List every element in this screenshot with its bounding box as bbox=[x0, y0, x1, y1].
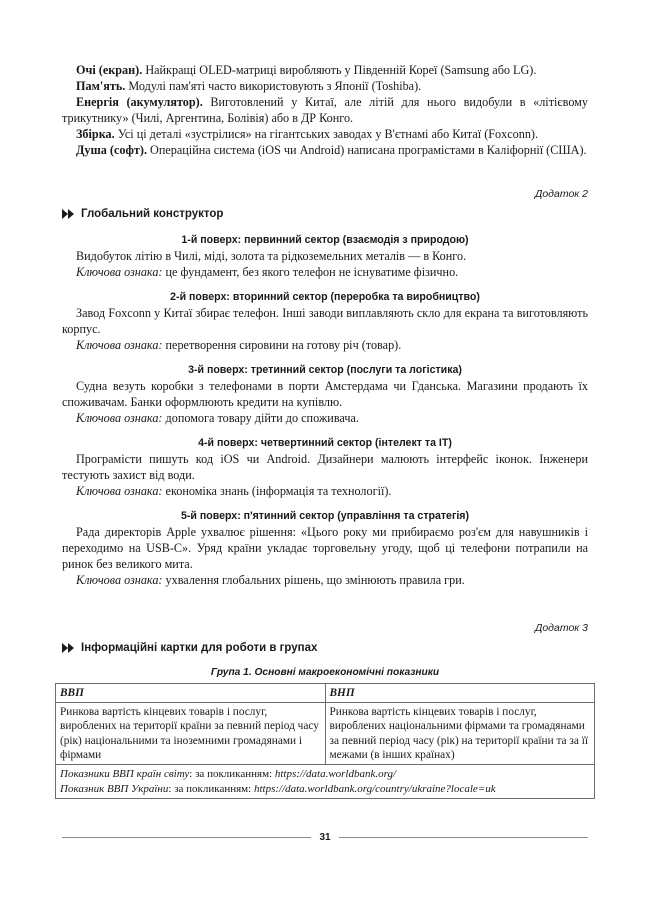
key-label: Ключова ознака: bbox=[76, 484, 163, 498]
footer-rule-right bbox=[339, 837, 588, 838]
source-label: Показник ВВП України bbox=[60, 782, 169, 795]
component-text: Модулі пам'яті часто використовують з Японії (Toshiba). bbox=[125, 79, 422, 93]
double-arrow-icon bbox=[62, 643, 76, 653]
component-label: Пам'ять. bbox=[76, 79, 126, 93]
component-assembly bbox=[62, 126, 588, 142]
source-ukraine bbox=[60, 782, 590, 797]
key-text: перетворення сировини на готову річ (товар). bbox=[162, 338, 402, 352]
section-title: Інформаційні картки для роботи в групах bbox=[81, 642, 318, 654]
component-software bbox=[62, 142, 588, 158]
floor-block-3 bbox=[62, 364, 588, 426]
table-row bbox=[56, 703, 595, 765]
source-link[interactable]: https://data.worldbank.org/ bbox=[274, 768, 397, 781]
page-number: 31 bbox=[319, 831, 331, 843]
floor-key bbox=[62, 572, 588, 588]
section-heading-info-cards bbox=[62, 642, 588, 654]
floor-text: Програмісти пишуть код iOS чи Android. Дизайнери малюють інтерфейс іконок. Інженери тестують захист від води. bbox=[62, 452, 588, 482]
component-label: Збірка. bbox=[76, 127, 115, 141]
section-title: Глобальний конструктор bbox=[81, 208, 224, 220]
gdp-header: ВВП bbox=[56, 684, 326, 703]
floor-title: 4-й поверх: четвертинний сектор (інтелект та ІТ) bbox=[198, 437, 452, 449]
source-prefix: : за покликанням: bbox=[168, 782, 254, 795]
key-label: Ключова ознака: bbox=[76, 265, 163, 279]
floor-key bbox=[62, 264, 588, 280]
table-source-row bbox=[56, 765, 595, 799]
floor-title: 1-й поверх: первинний сектор (взаємодія з природою) bbox=[181, 234, 469, 246]
appendix-2-label: Додаток 2 bbox=[534, 188, 588, 200]
floor-title: 5-й поверх: п'ятинний сектор (управління та стратегія) bbox=[180, 510, 470, 522]
component-text: Операційна система (iOS чи Android) написана програмістами в Каліфорнії (США). bbox=[147, 143, 587, 157]
source-world bbox=[60, 767, 590, 782]
key-text: це фундамент, без якого телефон не існуватиме фізично. bbox=[162, 265, 459, 279]
table-header-row bbox=[56, 684, 595, 703]
data-sources-cell bbox=[56, 765, 595, 799]
floor-block-4 bbox=[62, 437, 588, 499]
floor-block-1 bbox=[62, 234, 588, 280]
macro-indicators-table bbox=[55, 683, 595, 799]
component-text: Усі ці деталі «зустрілися» на гігантських заводах у В'єтнамі або Китаї (Foxconn). bbox=[114, 127, 539, 141]
footer-rule-left bbox=[62, 837, 311, 838]
gnp-definition: Ринкова вартість кінцевих товарів і послуг, вироблених національними фірмами та громадянами за певний період часу (рік) на території країни та за її межами (в інших країнах) bbox=[325, 703, 595, 765]
key-label: Ключова ознака: bbox=[76, 338, 163, 352]
key-text: економіка знань (інформація та технології). bbox=[162, 484, 392, 498]
gnp-header: ВНП bbox=[325, 684, 595, 703]
floor-title: 2-й поверх: вторинний сектор (переробка та виробництво) bbox=[170, 291, 480, 303]
key-text: ухвалення глобальних рішень, що змінюють правила гри. bbox=[162, 573, 465, 587]
floor-key bbox=[62, 483, 588, 499]
floor-block-2 bbox=[62, 291, 588, 353]
gdp-definition: Ринкова вартість кінцевих товарів і послуг, вироблених на території країни за певний період часу (рік) національними та іноземними громадянами і фірмами bbox=[56, 703, 326, 765]
floor-text: Видобуток літію в Чилі, міді, золота та рідкоземельних металів — в Конго. bbox=[76, 249, 467, 263]
key-text: допомога товару дійти до споживача. bbox=[162, 411, 359, 425]
component-label: Енергія (акумулятор). bbox=[76, 95, 203, 109]
component-text: Виготовлений у Китаї, але літій для нього видобули в «літієвому трикутнику» (Чилі, Аргентина, Болівія) або в ДР Конго. bbox=[62, 95, 588, 125]
page-footer bbox=[62, 829, 588, 845]
key-label: Ключова ознака: bbox=[76, 573, 163, 587]
floor-key bbox=[62, 337, 588, 353]
component-memory bbox=[62, 78, 588, 94]
component-label: Душа (софт). bbox=[76, 143, 147, 157]
phone-components-list bbox=[62, 62, 588, 158]
source-link[interactable]: https://data.worldbank.org/country/ukraine?locale=uk bbox=[253, 782, 496, 795]
floor-text: Рада директорів Apple ухвалює рішення: «Цього року ми прибираємо роз'єм для навушників і переходимо на USB-C». Уряд країни укладає торговельну угоду, щоб ці телефони потрапили на ринок без великого мита. bbox=[62, 525, 588, 571]
source-prefix: : за покликанням: bbox=[189, 768, 275, 781]
floor-text: Завод Foxconn у Китаї збирає телефон. Інші заводи виплавляють скло для екрана та виготовляють корпус. bbox=[62, 306, 588, 336]
group-1-title: Група 1. Основні макроекономічні показники bbox=[210, 667, 440, 678]
floor-text: Судна везуть коробки з телефонами в порти Амстердама чи Гданська. Магазини продають їх споживачам. Банки оформлюють кредити на купівлю. bbox=[62, 379, 588, 409]
floor-block-5 bbox=[62, 510, 588, 588]
component-battery bbox=[62, 94, 588, 126]
component-screen bbox=[62, 62, 588, 78]
appendix-3-label: Додаток 3 bbox=[534, 622, 588, 634]
component-text: Найкращі OLED-матриці виробляють у Південній Кореї (Samsung або LG). bbox=[142, 63, 537, 77]
component-label: Очі (екран). bbox=[76, 63, 143, 77]
page-content bbox=[62, 62, 588, 799]
source-label: Показники ВВП країн світу bbox=[60, 768, 190, 781]
floor-title: 3-й поверх: третинний сектор (послуги та логістика) bbox=[188, 364, 462, 376]
double-arrow-icon bbox=[62, 209, 76, 219]
floor-key bbox=[62, 410, 588, 426]
key-label: Ключова ознака: bbox=[76, 411, 163, 425]
section-heading-global-constructor bbox=[62, 208, 588, 220]
